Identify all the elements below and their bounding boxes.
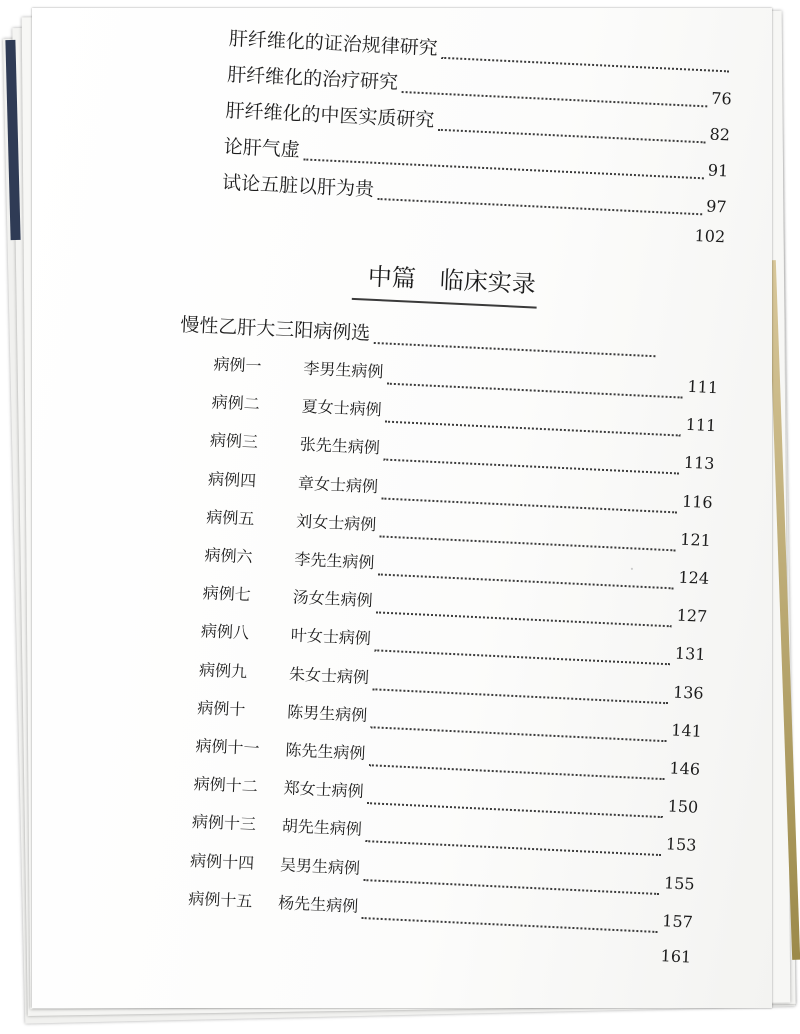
section-title-underline	[352, 298, 537, 308]
leader-dots	[381, 496, 677, 513]
case-number: 病例六	[204, 545, 254, 567]
case-name: 李先生病例	[294, 549, 375, 573]
leader-dots	[376, 611, 672, 628]
leader-dots	[383, 458, 679, 475]
toc-entry-page: 97	[705, 196, 728, 217]
case-name: 张先生病例	[299, 434, 381, 458]
case-name: 陈先生病例	[285, 740, 366, 764]
leader-dots	[363, 878, 659, 895]
case-page: 111	[687, 376, 719, 398]
toc-entry-title: 肝纤维化的治疗研究	[226, 63, 399, 94]
case-page: 121	[679, 529, 712, 550]
toc-entry-page: 82	[709, 124, 731, 145]
case-name: 陈男生病例	[286, 702, 368, 725]
case-page: 161	[660, 946, 692, 967]
bleed-through-mark: ·	[628, 559, 635, 579]
case-number: 病例八	[200, 621, 250, 643]
toc-entry-title: 肝纤维化的中医实质研究	[225, 99, 435, 132]
section-title: 中篇 临床实录	[367, 262, 537, 299]
leader-dots	[374, 649, 670, 666]
case-number: 病例十四	[189, 850, 255, 873]
case-page: 157	[661, 910, 694, 932]
case-name: 李男生病例	[303, 358, 384, 382]
leader-dots	[224, 226, 690, 251]
toc-subsection-title: 慢性乙肝大三阳病例选	[179, 313, 371, 345]
case-name: 刘女士病例	[295, 511, 377, 535]
toc-entry-page: 102	[694, 225, 726, 247]
case-page: 136	[672, 682, 705, 703]
case-name: 叶女士病例	[290, 625, 372, 649]
case-number: 病例一	[213, 354, 262, 376]
case-number: 病例三	[209, 430, 259, 452]
case-number: 病例十五	[187, 888, 253, 911]
case-number: 病例二	[211, 392, 261, 414]
case-page: 111	[685, 414, 717, 436]
case-page: 146	[669, 758, 701, 779]
leader-dots	[365, 840, 661, 857]
case-page: 153	[665, 834, 697, 856]
case-number: 病例五	[205, 507, 255, 529]
case-number: 病例十二	[193, 774, 259, 797]
leader-dots	[372, 687, 668, 704]
leader-dots	[371, 725, 667, 742]
leader-dots	[369, 763, 665, 780]
book-page	[32, 8, 772, 1008]
toc-entry-page: 76	[710, 88, 733, 109]
case-page: 141	[670, 720, 703, 741]
case-name: 章女士病例	[297, 473, 379, 496]
leader-dots	[367, 801, 663, 818]
toc-entry-title: 试论五脏以肝为贵	[221, 171, 375, 201]
toc-entry-title: 肝纤维化的证治规律研究	[228, 27, 439, 60]
leader-dots	[438, 128, 705, 144]
case-number	[186, 939, 276, 943]
case-name: 吴男生病例	[279, 854, 361, 878]
case-page: 116	[681, 491, 714, 512]
table-of-contents	[32, 8, 772, 1008]
case-page: 150	[667, 796, 699, 817]
leader-dots	[387, 382, 683, 399]
case-page: 155	[663, 872, 696, 894]
leader-dots	[374, 341, 656, 357]
case-number: 病例七	[202, 583, 252, 605]
case-name: 夏女士病例	[301, 396, 383, 420]
case-number: 病例四	[207, 468, 257, 491]
case-name: 汤女生病例	[292, 587, 374, 611]
case-page: 113	[683, 453, 715, 474]
leader-dots	[380, 534, 676, 551]
leader-dots	[441, 56, 729, 73]
case-name: 朱女士病例	[288, 663, 370, 687]
leader-dots	[385, 420, 681, 437]
leader-dots	[362, 916, 658, 933]
case-number: 病例十一	[195, 736, 260, 759]
toc-entry-page: 91	[707, 160, 729, 181]
case-page: 127	[676, 605, 708, 627]
case-name: 胡先生病例	[281, 816, 363, 840]
toc-entry-title: 论肝气虚	[223, 135, 301, 162]
case-page: 124	[678, 567, 710, 589]
case-name: 郑女士病例	[283, 778, 365, 802]
case-page: 131	[674, 643, 706, 665]
leader-dots	[280, 950, 656, 971]
case-number: 病例十	[196, 697, 246, 720]
case-number: 病例九	[198, 659, 248, 681]
leader-dots	[402, 90, 707, 107]
case-name: 杨先生病例	[277, 892, 359, 916]
case-number: 病例十三	[191, 812, 257, 835]
